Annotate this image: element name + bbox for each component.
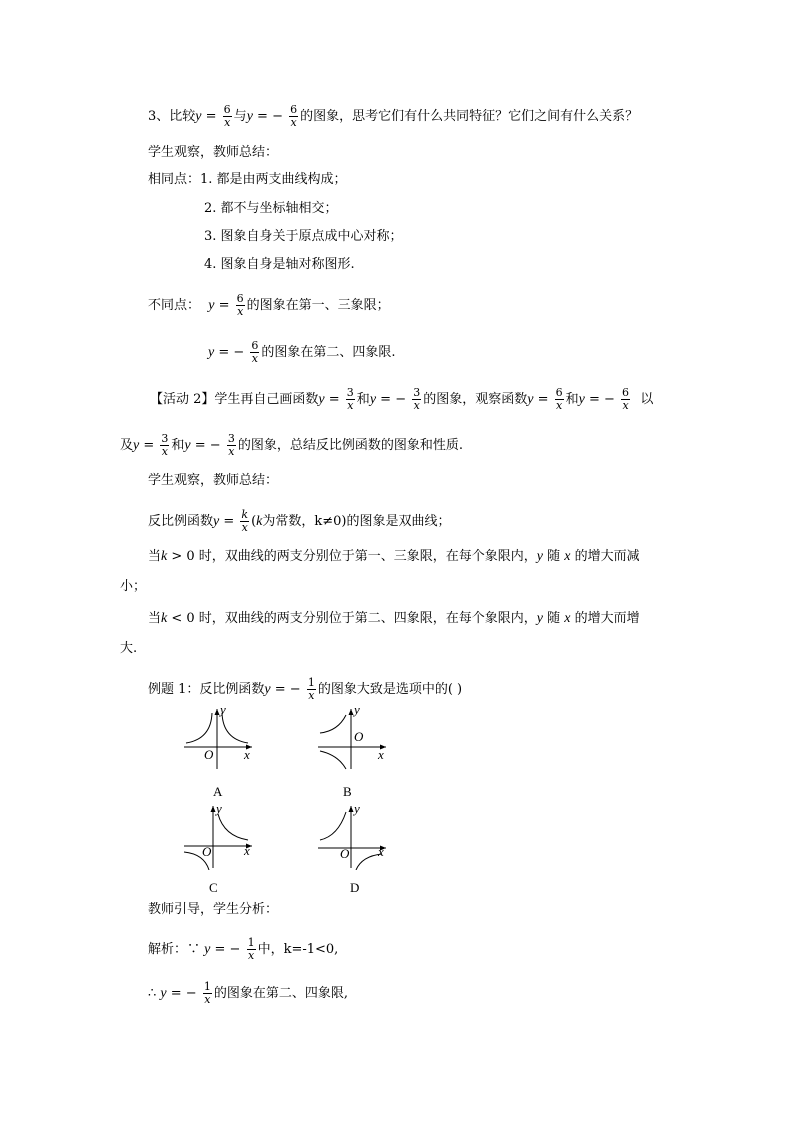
axis-label-x: x (378, 747, 384, 762)
equals-neg: = − (252, 109, 288, 124)
fraction-3-over-x: $\frac{3}{x}$ (346, 386, 354, 412)
curve-second-quadrant (320, 812, 346, 840)
fraction-6-over-x: $\frac{6}{x}$ (236, 292, 244, 318)
y-arrow-icon (349, 709, 354, 715)
compare-label: 3、比较 (148, 109, 196, 124)
compare-line (148, 104, 638, 129)
negative-k-line: 当k < 0 时，双曲线的两支分别位于第二、四象限，在每个象限内，y 随 x 的增大而增 (148, 611, 640, 626)
definition-line: 反比例函数y = $\frac{k}{x}$ (k为常数，k≠0)的图象是双曲线； (148, 508, 451, 534)
therefore-symbol: ∴ (148, 986, 157, 1001)
equals-sign: = (201, 109, 221, 124)
positive-k-line: 当k > 0 时，双曲线的两支分别位于第一、三象限，在每个象限内，y 随 x 的增大而减 (148, 549, 640, 564)
origin-label: O (202, 844, 212, 859)
y-arrow-icon (349, 806, 354, 812)
axis-label-y: y (220, 702, 226, 717)
graph-option-d (314, 800, 394, 870)
same-item-1: 1. 都是由两支曲线构成； (200, 172, 347, 187)
fraction-6-over-x: $\frac{6}{x}$ (290, 103, 298, 129)
axis-label-x: x (244, 747, 250, 762)
example-line: 例题 1：反比例函数y = − $\frac{1}{x}$ 的图象大致是选项中的( ) (148, 676, 463, 702)
fraction-k-over-x: $\frac{k}{x}$ (241, 508, 249, 534)
option-label-c: C (209, 880, 218, 895)
fraction-1-over-x: $\frac{1}{x}$ (247, 936, 255, 962)
fraction-3-over-x: $\frac{3}{x}$ (413, 386, 421, 412)
therefore-line: ∴ y = − $\frac{1}{x}$ 的图象在第二、四象限, (148, 980, 348, 1006)
diff-line-1: 不同点： y = $\frac{6}{x}$ 的图象在第一、三象限； (148, 292, 390, 318)
axis-label-x: x (244, 843, 250, 858)
compare-question: 的图象，思考它们有什么共同特征？它们之间有什么关系？ (300, 109, 639, 124)
positive-k-line-2: 小； (120, 579, 147, 594)
axis-label-y: y (354, 801, 360, 816)
activity-line-2: 及y = $\frac{3}{x}$ 和y = − $\frac{3}{x}$ 的图象，总结反比例函数的图象和性质. (120, 432, 463, 458)
graph-option-c (180, 800, 260, 870)
curve-first-quadrant (218, 814, 248, 840)
option-label-d: D (350, 880, 360, 895)
diff-line-2: y = − $\frac{6}{x}$ 的图象在第二、四象限. (208, 339, 396, 365)
option-label-b: B (343, 784, 352, 799)
origin-label: O (340, 846, 350, 861)
origin-label: O (354, 729, 364, 744)
analysis-line: 解析：∵ y = − $\frac{1}{x}$ 中，k=-1<0, (148, 936, 339, 962)
axis-label-x: x (378, 844, 384, 859)
fraction-6-over-x: $\frac{6}{x}$ (251, 339, 259, 365)
negative-k-line-2: 大. (120, 641, 138, 656)
fraction-1-over-x: $\frac{1}{x}$ (203, 980, 211, 1006)
fraction-3-over-x: $\frac{3}{x}$ (227, 432, 235, 458)
y-arrow-icon (211, 806, 216, 812)
var-y: y (246, 109, 253, 124)
curve-lower-left (320, 751, 346, 769)
diff-label: 不同点： (148, 298, 201, 313)
fraction-6-over-x: $\frac{6}{x}$ (223, 103, 231, 129)
activity-label: 【活动 2】学生再自己画函数 (150, 392, 319, 407)
same-item-4: 4. 图象自身是轴对称图形. (204, 257, 355, 272)
diff-text-2: 的图象在第二、四象限. (261, 345, 396, 360)
axis-label-y: y (354, 702, 360, 717)
same-label: 相同点： (148, 172, 201, 187)
origin-label: O (204, 747, 214, 762)
y-arrow-icon (215, 709, 220, 715)
connector-and: 与 (233, 109, 247, 124)
fraction-3-over-x: $\frac{3}{x}$ (161, 432, 169, 458)
axis-label-y: y (216, 801, 222, 816)
curve-right (222, 713, 248, 743)
option-label-a: A (213, 784, 223, 799)
fraction-6-over-x: $\frac{6}{x}$ (555, 386, 563, 412)
observe-text-2: 学生观察，教师总结： (148, 473, 279, 488)
graph-option-a (180, 702, 260, 770)
activity-line-1: 【活动 2】学生再自己画函数y = $\frac{3}{x}$ 和y = − $\frac{3}{x}$ 的图象，观察函数y = $\frac{6}{x}$ 和y = − $\frac{6}{x}$ 以 (150, 386, 654, 412)
diff-text-1: 的图象在第一、三象限； (246, 298, 390, 313)
curve-left (186, 713, 212, 743)
same-item-2: 2. 都不与坐标轴相交； (204, 201, 338, 216)
graph-option-b (314, 702, 394, 770)
guide-text: 教师引导，学生分析： (148, 902, 279, 917)
observe-text-1: 学生观察，教师总结： (148, 145, 279, 160)
same-item-3: 3. 图象自身关于原点成中心对称； (204, 229, 403, 244)
same-points (148, 170, 347, 190)
curve-upper-left (320, 715, 346, 733)
fraction-6-over-x: $\frac{6}{x}$ (622, 386, 630, 412)
fraction-1-over-x: $\frac{1}{x}$ (307, 676, 315, 702)
var-y: y (195, 109, 202, 124)
